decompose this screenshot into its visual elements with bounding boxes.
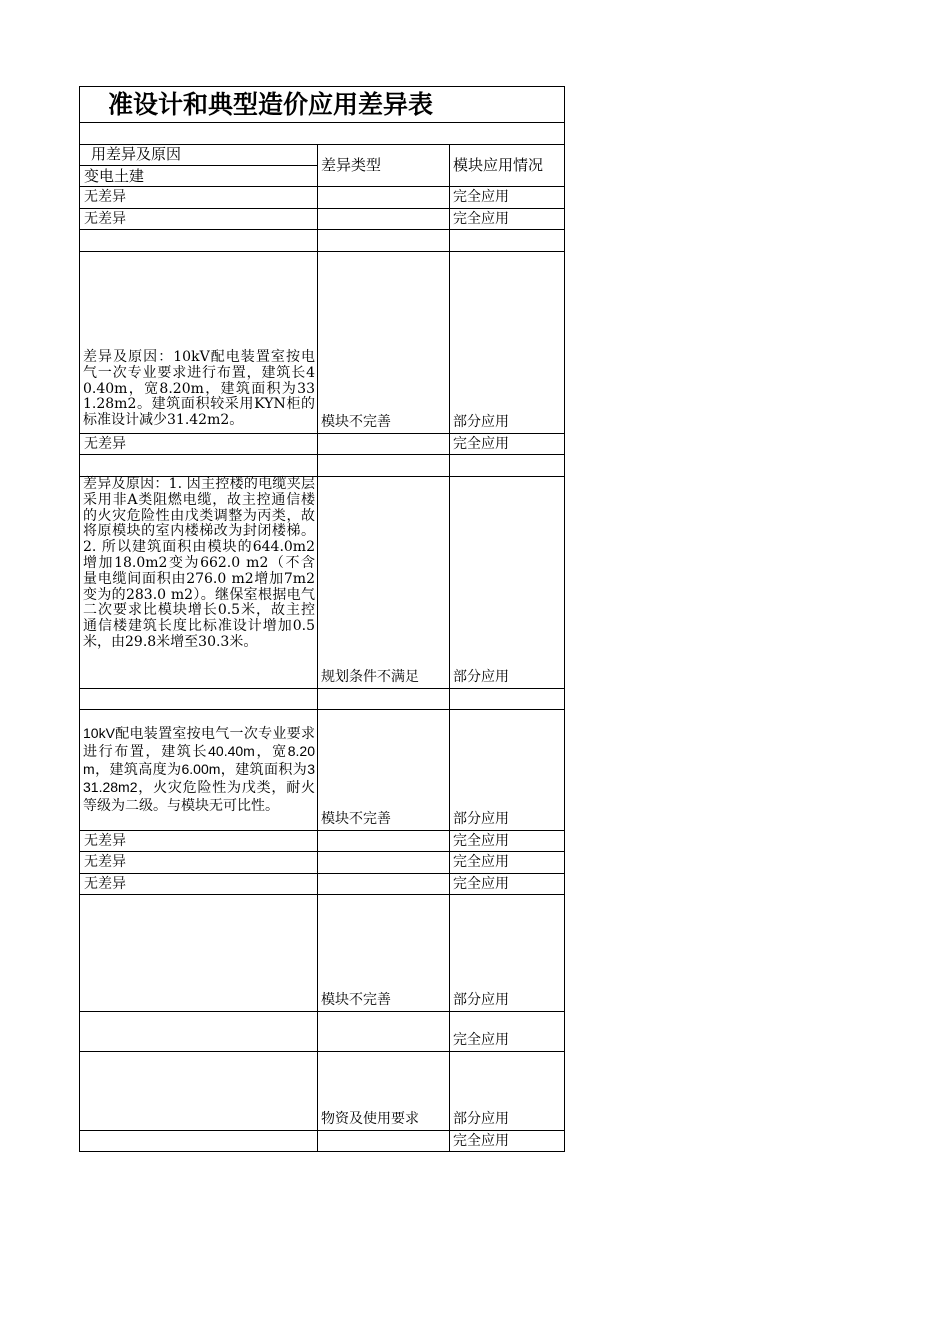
header-reason: 用差异及原因 (90, 145, 181, 163)
row-15-status: 部分应用 (453, 1111, 509, 1127)
row-15-type: 物资及使用要求 (321, 1111, 419, 1127)
row-10-reason: 无差异 (84, 833, 126, 849)
row-13-type: 模块不完善 (321, 992, 391, 1008)
row-11-status: 完全应用 (453, 854, 509, 870)
row-1-status: 完全应用 (453, 189, 509, 205)
row-7-type: 规划条件不满足 (321, 669, 419, 685)
row-4-status: 部分应用 (453, 414, 509, 430)
header-reason-cell (0, 145, 316, 165)
header-type: 差异类型 (321, 156, 382, 174)
row-2-status: 完全应用 (453, 211, 509, 227)
row-12-status: 完全应用 (453, 876, 509, 892)
row-7-reason: 差异及原因：1. 因主控楼的电缆夹层采用非A类阻燃电缆，故主控通信楼的火灾危险性由戊类调整为丙类，故将原模块的室内楼梯改为封闭楼梯。2. 所以建筑面积由模块的644.0m2增加18.0m2变为662.0 m2（不含量电缆间面积由276.0 m2增加7m2变为的283.0 m2）。继保室根据电气二次要求比模块增长0.5米，故主控通信楼建筑长度比标准设计增加0.5米，由29.8米增至30.3米。 (83, 476, 315, 650)
row-12-reason: 无差异 (84, 876, 126, 892)
row-7-status: 部分应用 (453, 669, 509, 685)
row-4-type: 模块不完善 (321, 414, 391, 430)
row-2-reason: 无差异 (84, 211, 126, 227)
row-4-reason: 差异及原因：10kV配电装置室按电气一次专业要求进行布置，建筑长40.40m，宽8.20m，建筑面积为331.28m2。建筑面积较采用KYN柜的标准设计减少31.42m2。 (83, 349, 315, 429)
row-5-status: 完全应用 (453, 436, 509, 452)
row-10-status: 完全应用 (453, 833, 509, 849)
row-9-status: 部分应用 (453, 811, 509, 827)
section-label: 变电土建 (84, 167, 145, 185)
title-cell (0, 87, 563, 123)
row-16-status: 完全应用 (453, 1133, 509, 1149)
page-title: 准设计和典型造价应用差异表 (107, 90, 433, 119)
row-11-reason: 无差异 (84, 854, 126, 870)
row-14-status: 完全应用 (453, 1032, 509, 1048)
row-5-reason: 无差异 (84, 436, 126, 452)
row-9-reason: 10kV配电装置室按电气一次专业要求进行布置，建筑长40.40m，宽8.20m，建筑高度为6.00m，建筑面积为331.28m2，火灾危险性为戊类，耐火等级为二级。与模块无可比性。 (83, 725, 315, 813)
row-9-type: 模块不完善 (321, 811, 391, 827)
header-status: 模块应用情况 (453, 156, 544, 174)
row-1-reason: 无差异 (84, 189, 126, 205)
row-13-status: 部分应用 (453, 992, 509, 1008)
